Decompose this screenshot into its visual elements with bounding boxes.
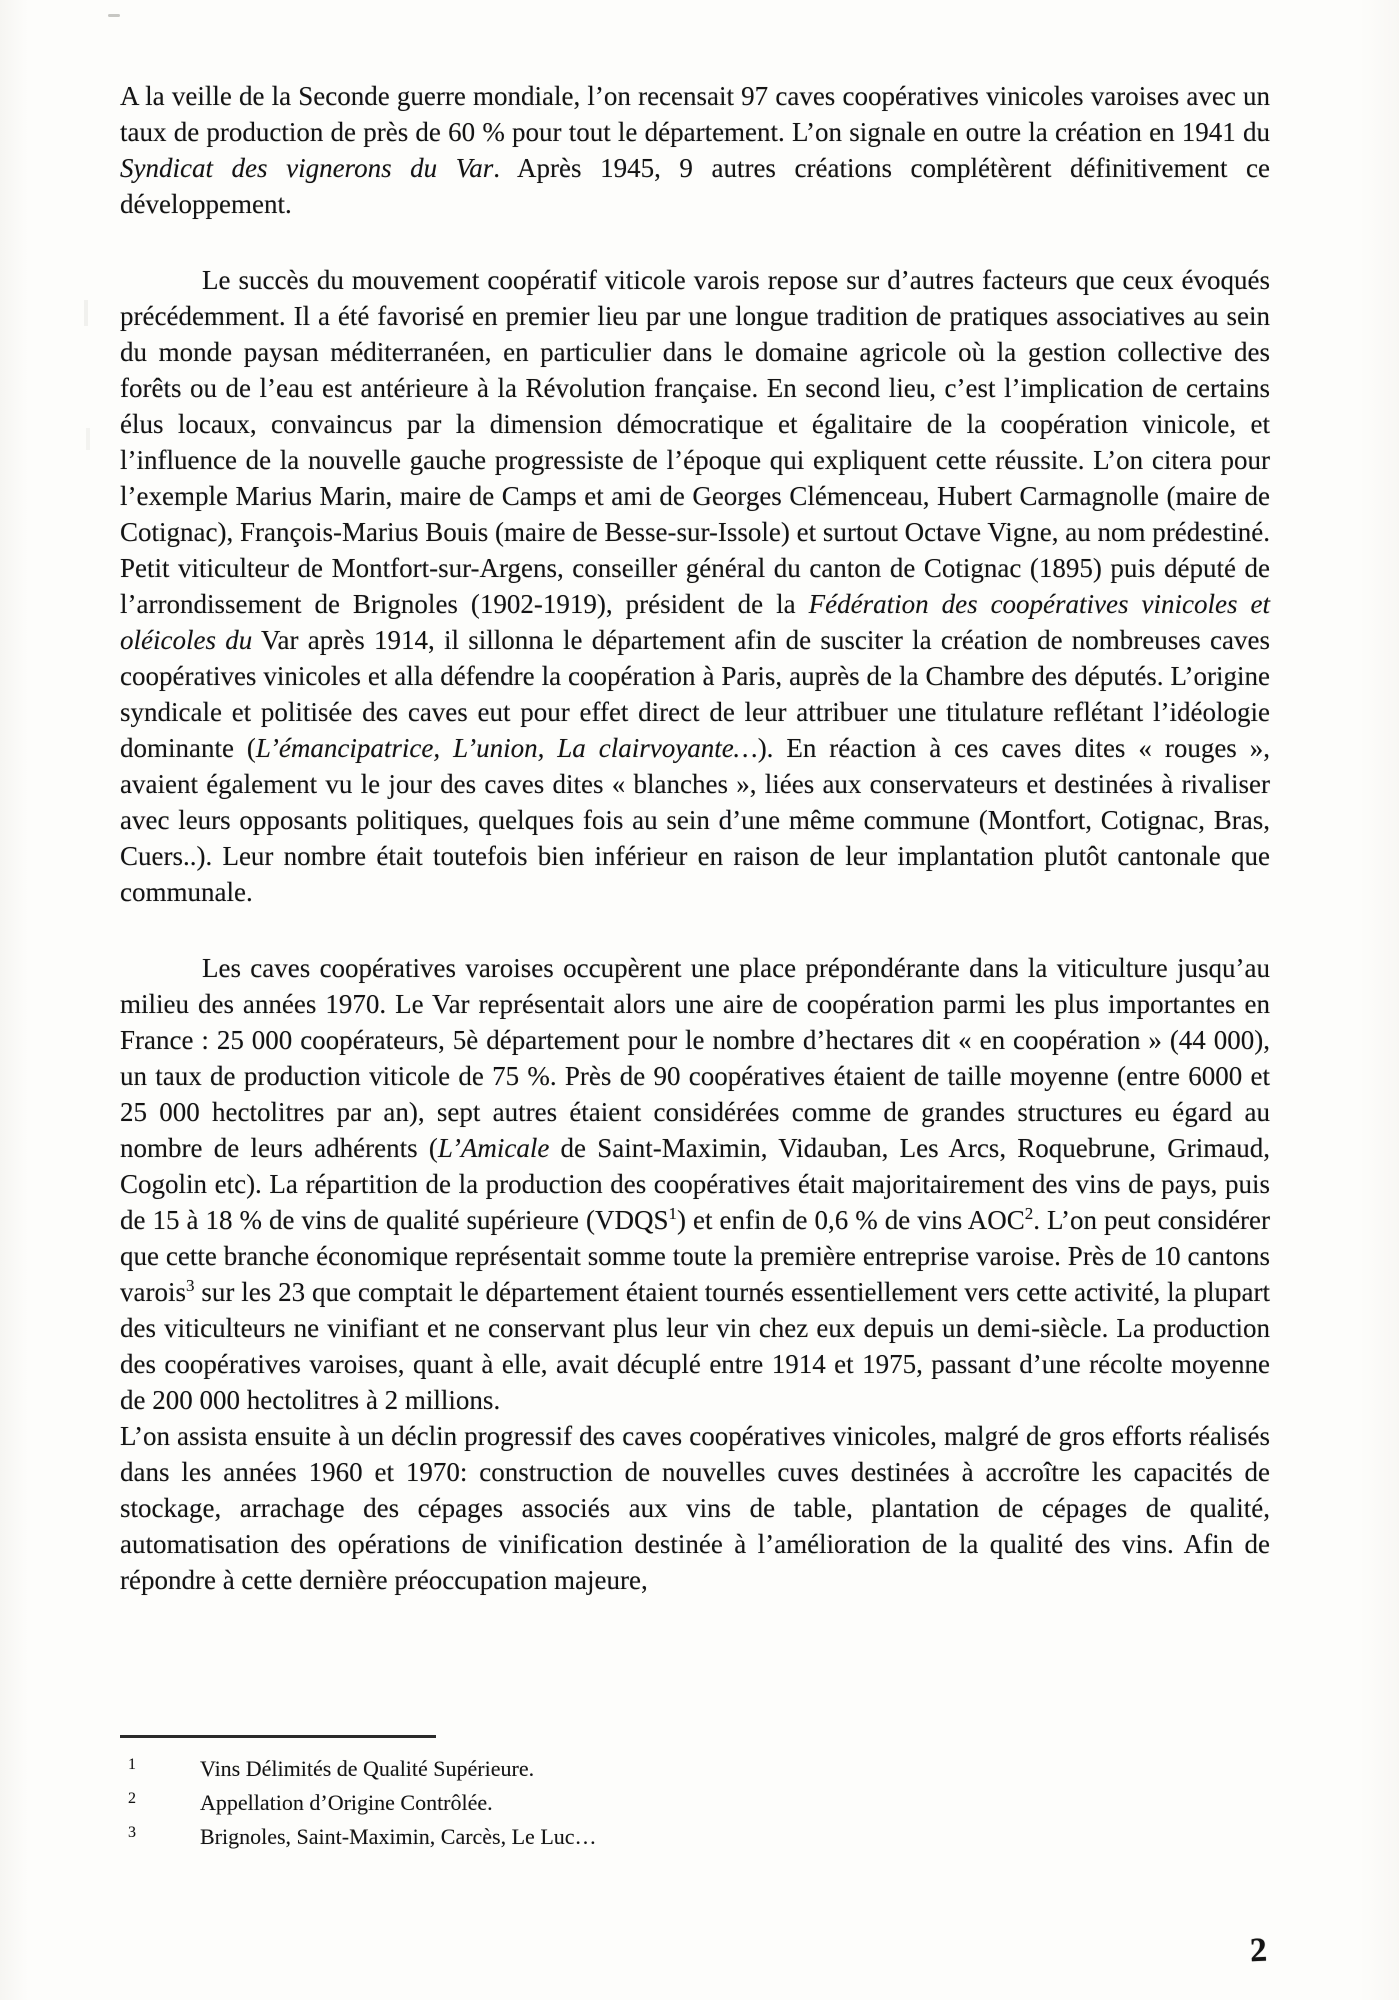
text-run: ) et enfin de 0,6 % de vins AOC xyxy=(676,1205,1025,1235)
page-number: 2 xyxy=(1249,1931,1268,1970)
footnote-2 xyxy=(120,1786,1270,1820)
text-run: sur les 23 que comptait le département étaient tournés essentiellement vers cette activité, la plupart des viticulteurs ne vinifiant et ne conservant plus leur vin chez eux depuis un demi-siècle. La production des coopératives varoises, quant à elle, avait décuplé entre 1914 et 1975, passant d’une récolte moyenne de 200 000 hectolitres à 2 millions. xyxy=(120,1277,1270,1415)
text-run: Les caves coopératives varoises occupèrent une place prépondérante dans la viticulture jusqu’au milieu des années 1970. Le Var représentait alors une aire de coopération parmi les plus importantes en France : 25 000 coopérateurs, 5è département pour le nombre d’hectares dit « en coopération » (44 000), un taux de production viticole de 75 %. Près de 90 coopératives étaient de taille moyenne (entre 6000 et 25 000 hectolitres par an), sept autres étaient considérées comme de grandes structures eu égard au nombre de leurs adhérents ( xyxy=(120,953,1270,1163)
footnote-separator-rule xyxy=(120,1735,436,1738)
footnote-reference-2: 2 xyxy=(1024,1204,1034,1223)
footnote-reference-3: 3 xyxy=(185,1276,195,1295)
text-run: . L’on peut considérer que cette branche économique représentait somme toute la première entreprise varoise. Près de 10 cantons varois xyxy=(120,1205,1271,1307)
text-run: . Après 1945, 9 autres créations complétèrent définitivement ce développement. xyxy=(120,153,1271,219)
footnote-marker: 1 xyxy=(128,1756,136,1773)
footnote-text: Brignoles, Saint-Maximin, Carcès, Le Luc… xyxy=(200,1824,597,1849)
paragraph-1 xyxy=(120,78,1270,222)
italic-text-run: Fédération des coopératives vinicoles et oléicoles du xyxy=(120,589,1270,655)
text-run: Le succès du mouvement coopératif viticole varois repose sur d’autres facteurs que ceux évoqués précédemment. Il a été favorisé en premier lieu par une longue tradition de pratiques associatives au sein du monde paysan méditerranéen, en particulier dans le domaine agricole où la gestion collective des forêts ou de l’eau est antérieure à la Révolution française. En second lieu, c’est l’implication de certains élus locaux, convaincus par la dimension démocratique et égalitaire de la coopération vinicole, et l’influence de la nouvelle gauche progressiste de l’époque qui expliquent cette réussite. L’on citera pour l’exemple Marius Marin, maire de Camps et ami de Georges Clémenceau, Hubert Carmagnolle (maire de Cotignac), François-Marius Bouis (maire de Besse-sur-Issole) et surtout Octave Vigne, au nom prédestiné. Petit viticulteur de Montfort-sur-Argens, conseiller général du canton de Cotignac (1895) puis député de l’arrondissement de Brignoles (1902-1919), président de la xyxy=(120,265,1270,619)
paragraph-3 xyxy=(120,950,1270,1418)
scan-artifact xyxy=(84,300,88,326)
scan-artifact xyxy=(86,428,90,450)
italic-text-run: L’émancipatrice, L’union, La clairvoyante… xyxy=(255,733,758,763)
italic-text-run: L’Amicale xyxy=(437,1133,550,1163)
text-run: de Saint-Maximin, Vidauban, Les Arcs, Roquebrune, Grimaud, Cogolin etc). La répartition de la production des coopératives était majoritairement des vins de pays, puis de 15 à 18 % de vins de qualité supérieure (VDQS xyxy=(120,1133,1270,1235)
footnote-1 xyxy=(120,1752,1270,1786)
footnote-text: Vins Délimités de Qualité Supérieure. xyxy=(200,1756,535,1781)
italic-text-run: Syndicat des vignerons du Var xyxy=(120,153,494,183)
text-run: A la veille de la Seconde guerre mondiale, l’on recensait 97 caves coopératives vinicoles varoises avec un taux de production de près de 60 % pour tout le département. L’on signale en outre la création en 1941 du xyxy=(120,81,1270,147)
text-run: Var après 1914, il sillonna le département afin de susciter la création de nombreuses caves coopératives vinicoles et alla défendre la coopération à Paris, auprès de la Chambre des députés. L’origine syndicale et politisée des caves eut pour effet direct de leur attribuer une titulature reflétant l’idéologie dominante ( xyxy=(120,625,1270,763)
footnote-marker: 2 xyxy=(128,1790,136,1807)
footnote-reference-1: 1 xyxy=(668,1204,677,1223)
text-run: L’on assista ensuite à un déclin progressif des caves coopératives vinicoles, malgré de gros efforts réalisés dans les années 1960 et 1970: construction de nouvelles cuves destinées à accroître les capacités de stockage, arrachage des cépages associés aux vins de table, plantation de cépages de qualité, automatisation des opérations de vinification destinée à l’amélioration de la qualité des vins. Afin de répondre à cette dernière préoccupation majeure, xyxy=(120,1421,1270,1595)
text-block xyxy=(120,78,1270,1598)
paragraph-2 xyxy=(120,262,1270,910)
paragraph-4 xyxy=(120,1418,1270,1598)
footnote-text: Appellation d’Origine Contrôlée. xyxy=(200,1790,493,1815)
scan-artifact xyxy=(108,14,120,17)
footnotes-section xyxy=(120,1735,1270,1854)
footnote-3 xyxy=(120,1820,1270,1854)
text-run: ). En réaction à ces caves dites « rouges », avaient également vu le jour des caves dites « blanches », liées aux conservateurs et destinées à rivaliser avec leurs opposants politiques, quelques fois au sein d’une même commune (Montfort, Cotignac, Bras, Cuers..). Leur nombre était toutefois bien inférieur en raison de leur implantation plutôt cantonale que communale. xyxy=(120,733,1271,907)
footnote-marker: 3 xyxy=(128,1824,136,1841)
